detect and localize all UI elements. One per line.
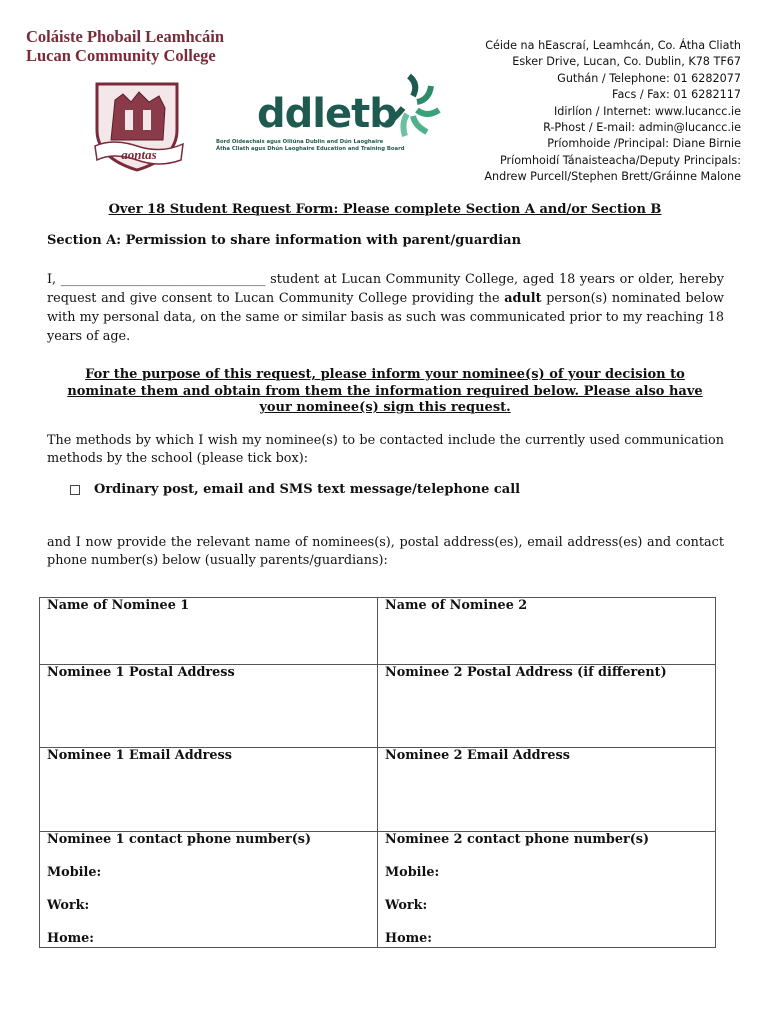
form-title: Over 18 Student Request Form: Please complete Section A and/or Section B: [108, 202, 662, 217]
nominee-1-work-label: Work:: [47, 898, 90, 913]
nominee-2-phone-cell[interactable]: [378, 832, 716, 948]
consent-text-bold: adult: [504, 291, 542, 306]
contact-method-checkbox[interactable]: [70, 485, 80, 495]
etb-name: ddletb: [257, 91, 397, 137]
methods-paragraph: The methods by which I wish my nominee(s) to be contacted include the currently used communication methods by the school (please tick box):: [47, 433, 724, 466]
table-row: [40, 832, 716, 948]
etb-subtitle-line-2: Átha Cliath agus Dhún Laoghaire Education and Training Board: [216, 145, 405, 152]
nominee-1-mobile-label: Mobile:: [47, 865, 102, 880]
nominee-1-home-label: Home:: [47, 931, 95, 946]
nominee-1-name-label: Name of Nominee 1: [47, 598, 190, 613]
nominee-2-email-cell[interactable]: [378, 748, 716, 832]
nominee-2-work-label: Work:: [385, 898, 428, 913]
contact-line: Andrew Purcell/Stephen Brett/Gráinne Malone: [484, 170, 741, 184]
nominee-notice: For the purpose of this request, please inform your nominee(s) of your decision to nominate them and obtain from them the information required below. Please also have your nominee(s) sign this request.: [67, 367, 703, 415]
table-row: [40, 665, 716, 748]
nominee-2-postal-label: Nominee 2 Postal Address (if different): [385, 665, 667, 680]
nominee-2-mobile-label: Mobile:: [385, 865, 440, 880]
nominee-2-name-label: Name of Nominee 2: [385, 598, 528, 613]
contact-line: Facs / Fax: 01 6282117: [612, 88, 741, 102]
nominee-2-phone-label: Nominee 2 contact phone number(s): [385, 832, 650, 847]
contact-line: Idirlíon / Internet: www.lucancc.ie: [553, 104, 741, 118]
consent-text-end: person(s) nominated below with my personal data, on the same or similar basis as such was communicated prior to my reaching 18 years of age.: [47, 291, 724, 344]
school-name-english: Lucan Community College: [26, 46, 216, 65]
nominee-1-postal-label: Nominee 1 Postal Address: [47, 665, 235, 680]
contact-line: Esker Drive, Lucan, Co. Dublin, K78 TF67: [512, 55, 741, 69]
nominee-2-home-label: Home:: [385, 931, 433, 946]
nominee-1-postal-cell[interactable]: [40, 665, 378, 748]
nominee-table: [39, 597, 716, 948]
contact-method-label: Ordinary post, email and SMS text message/telephone call: [94, 482, 521, 497]
table-row: [40, 598, 716, 665]
consent-paragraph: [47, 270, 724, 346]
contact-line: R-Phost / E-mail: admin@lucancc.ie: [543, 121, 741, 135]
nominee-1-phone-label: Nominee 1 contact phone number(s): [47, 832, 312, 847]
contact-line: Guthán / Telephone: 01 6282077: [557, 71, 741, 85]
contact-line: Príomhoidí Tánaisteacha/Deputy Principals:: [499, 153, 741, 167]
table-row: [40, 748, 716, 832]
consent-text-start: I, ________________________________ student at Lucan Community College, aged 18 years or older, hereby request and give consent to Lucan Community College providing the: [47, 272, 724, 306]
nominee-2-name-cell[interactable]: [378, 598, 716, 665]
etb-subtitle-line-1: Bord Oideachais agus Oiliúna Dublin and Dún Laoghaire: [216, 139, 384, 145]
provide-paragraph: and I now provide the relevant name of nominees(s), postal address(es), email address(es) and contact phone number(s) below (usually parents/guardians):: [47, 535, 724, 568]
nominee-1-name-cell[interactable]: [40, 598, 378, 665]
contact-line: Príomhoide /Principal: Diane Birnie: [547, 137, 741, 151]
crest-motto: aontas: [121, 147, 157, 162]
contact-block: [484, 38, 741, 186]
contact-line: Céide na hEascraí, Leamhcán, Co. Átha Cliath: [485, 39, 741, 52]
nominee-2-email-label: Nominee 2 Email Address: [385, 748, 570, 763]
school-name: [26, 27, 224, 65]
nominee-1-email-cell[interactable]: [40, 748, 378, 832]
etb-subtitle: [216, 139, 416, 152]
school-name-irish: Coláiste Phobail Leamhcáin: [26, 27, 225, 46]
section-a-heading: Section A: Permission to share information with parent/guardian: [47, 233, 522, 248]
nominee-1-email-label: Nominee 1 Email Address: [47, 748, 232, 763]
contact-method-option[interactable]: [70, 482, 520, 497]
nominee-2-postal-cell[interactable]: [378, 665, 716, 748]
school-crest-logo: [93, 80, 185, 174]
nominee-1-phone-cell[interactable]: [40, 832, 378, 948]
